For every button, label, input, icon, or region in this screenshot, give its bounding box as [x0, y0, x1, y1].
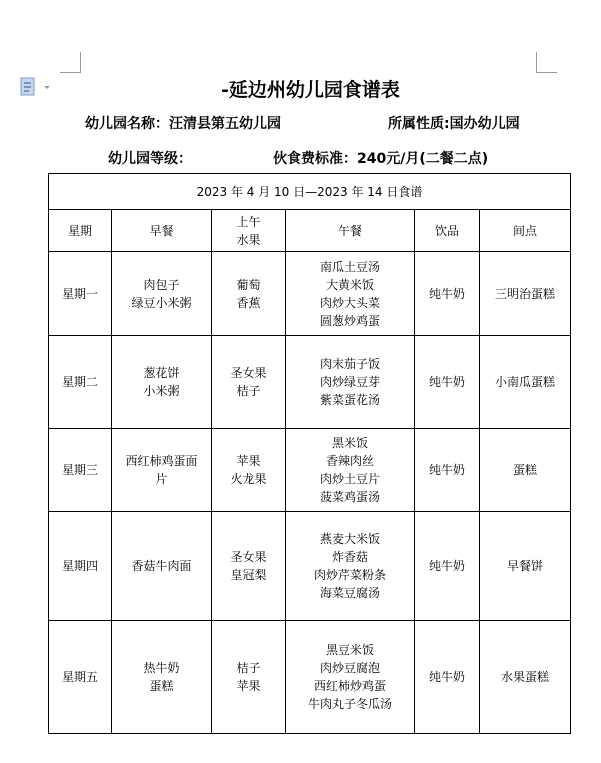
lunch-item: 菠菜鸡蛋汤	[319, 490, 380, 504]
fruit-item: 圣女果	[230, 550, 267, 564]
day-cell: 星期四	[49, 512, 112, 621]
breakfast-item: 蛋糕	[149, 679, 174, 693]
drink-cell: 纯牛奶	[415, 512, 480, 621]
fruit-item: 圣女果	[230, 366, 267, 380]
table-row	[49, 252, 571, 336]
lunch-item: 圆葱炒鸡蛋	[319, 313, 380, 328]
fruit-item: 火龙果	[230, 472, 267, 486]
snack-cell: 蛋糕	[480, 429, 571, 512]
table-row	[49, 429, 571, 512]
breakfast-item: 葱花饼	[143, 366, 180, 380]
lunch-item: 紫菜蛋花汤	[319, 393, 380, 407]
drink-cell: 纯牛奶	[415, 336, 480, 429]
kindergarten-name-label: 幼儿园名称：	[85, 116, 169, 132]
breakfast-cell	[112, 336, 212, 429]
lunch-item: 肉炒芹菜粉条	[313, 568, 386, 582]
breakfast-item: 热牛奶	[143, 661, 180, 675]
header-lunch: 午餐	[286, 210, 415, 252]
day-cell: 星期三	[49, 429, 112, 512]
table-row	[49, 621, 571, 734]
drink-cell: 纯牛奶	[415, 429, 480, 512]
breakfast-item: 片	[155, 472, 168, 486]
lunch-item: 大黄米饭	[325, 277, 374, 292]
lunch-item: 海菜豆腐汤	[319, 586, 380, 600]
ownership-type-label: 所属性质:	[388, 116, 450, 132]
meal-fee	[273, 148, 488, 168]
fruit-item: 桔子	[236, 384, 261, 398]
breakfast-item: 小米粥	[143, 384, 180, 398]
lunch-cell	[286, 429, 415, 512]
breakfast-cell	[112, 512, 212, 621]
snack-cell: 早餐饼	[480, 512, 571, 621]
header-breakfast: 早餐	[112, 210, 212, 252]
meal-fee-label: 伙食费标准：	[273, 151, 357, 167]
lunch-item: 黑豆米饭	[325, 643, 374, 657]
document-title: -延边州幼儿园食谱表	[221, 79, 400, 101]
day-cell: 星期二	[49, 336, 112, 429]
period-row	[49, 174, 571, 210]
drink-cell: 纯牛奶	[415, 621, 480, 734]
lunch-item: 肉炒大头菜	[319, 295, 380, 310]
breakfast-cell	[112, 621, 212, 734]
lunch-item: 肉炒豆腐泡	[319, 661, 380, 675]
crop-mark-top-left	[60, 52, 81, 73]
kindergarten-name	[85, 113, 281, 133]
lunch-item: 牛肉丸子冬瓜汤	[307, 697, 392, 711]
fruit-item: 桔子	[236, 661, 261, 675]
breakfast-item: 西红柿鸡蛋面	[125, 454, 198, 468]
fruit-cell	[212, 621, 286, 734]
header-drink: 饮品	[415, 210, 480, 252]
lunch-item: 肉炒土豆片	[319, 472, 380, 486]
lunch-item: 炸香菇	[331, 550, 368, 564]
fruit-item: 香蕉	[236, 295, 261, 310]
lunch-item: 香辣肉丝	[325, 454, 374, 468]
fruit-cell	[212, 429, 286, 512]
fruit-cell	[212, 252, 286, 336]
lunch-item: 西红柿炒鸡蛋	[313, 679, 386, 693]
breakfast-item: 绿豆小米粥	[131, 295, 192, 310]
lunch-cell	[286, 336, 415, 429]
lunch-item: 黑米饭	[331, 436, 368, 450]
table-row	[49, 512, 571, 621]
table-row	[49, 336, 571, 429]
lunch-cell	[286, 512, 415, 621]
lunch-item: 燕麦大米饭	[319, 532, 380, 546]
header-fruit-line: 上午	[236, 214, 261, 229]
header-day: 星期	[49, 210, 112, 252]
fruit-item: 皇冠梨	[230, 568, 267, 582]
day-cell: 星期一	[49, 252, 112, 336]
snack-cell: 小南瓜蛋糕	[480, 336, 571, 429]
menu-period: 2023 年 4 月 10 日—2023 年 14 日食谱	[49, 174, 571, 210]
breakfast-cell	[112, 252, 212, 336]
header-fruit-line: 水果	[236, 232, 261, 247]
fruit-cell	[212, 336, 286, 429]
day-cell: 星期五	[49, 621, 112, 734]
crop-mark-top-right	[536, 52, 557, 73]
meal-fee-value: 240元/月(二餐二点)	[357, 151, 489, 167]
kindergarten-grade	[108, 148, 192, 168]
kindergarten-name-value: 汪清县第五幼儿园	[169, 116, 281, 132]
kindergarten-grade-label: 幼儿园等级：	[108, 151, 192, 167]
lunch-cell	[286, 621, 415, 734]
ownership-type-value: 国办幼儿园	[449, 116, 520, 132]
lunch-item: 南瓜土豆汤	[319, 259, 380, 274]
ownership-type	[388, 113, 520, 133]
fruit-cell	[212, 512, 286, 621]
fruit-item: 苹果	[236, 679, 261, 693]
header-snack: 间点	[480, 210, 571, 252]
fruit-item: 苹果	[236, 454, 261, 468]
menu-table	[48, 173, 571, 734]
header-fruit	[212, 210, 286, 252]
breakfast-cell	[112, 429, 212, 512]
snack-cell: 水果蛋糕	[480, 621, 571, 734]
breakfast-item: 肉包子	[143, 277, 180, 292]
lunch-cell	[286, 252, 415, 336]
breakfast-item: 香菇牛肉面	[131, 559, 192, 573]
fruit-item: 葡萄	[236, 277, 261, 292]
lunch-item: 肉末茄子饭	[319, 357, 380, 371]
drink-cell: 纯牛奶	[415, 252, 480, 336]
lunch-item: 肉炒绿豆芽	[319, 375, 380, 389]
snack-cell: 三明治蛋糕	[480, 252, 571, 336]
header-row	[49, 210, 571, 252]
